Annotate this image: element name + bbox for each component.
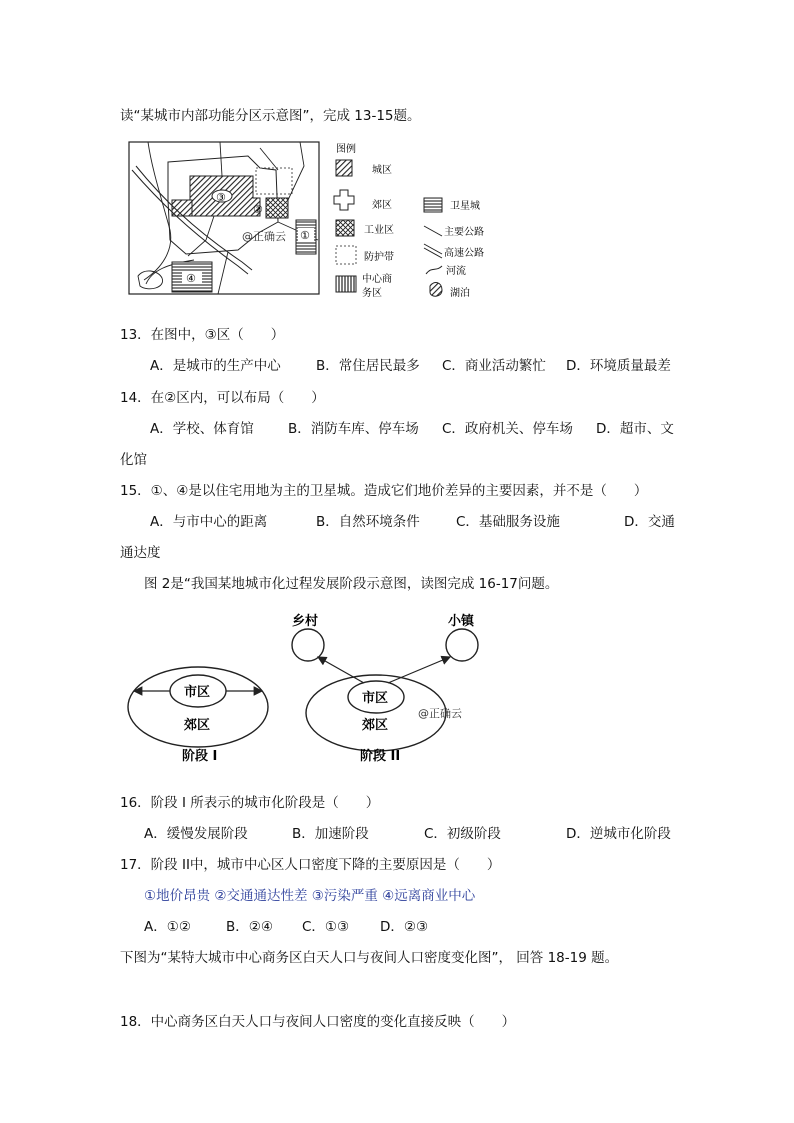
town-label: 小镇 xyxy=(448,614,475,629)
q15-option-c: C．基础服务设施 xyxy=(456,514,560,530)
q15-stem: 15．①、④是以住宅用地为主的卫星城。造成它们地价差异的主要因素，并不是（ ） xyxy=(120,483,648,499)
legend-highway: 高速公路 xyxy=(444,248,484,259)
q13-option-b: B．常住居民最多 xyxy=(316,358,420,374)
q15-option-a: A．与市中心的距离 xyxy=(150,514,268,530)
stage1-urban-label: 市区 xyxy=(184,685,211,700)
q13-stem: 13．在图中，③区（ ） xyxy=(120,327,285,343)
legend-satellite: 卫星城 xyxy=(450,201,480,212)
stage1-title: 阶段 I xyxy=(182,749,218,764)
legend-cbd-1: 中心商 xyxy=(362,274,392,285)
legend-industrial: 工业区 xyxy=(364,225,394,236)
q17-reasons: ①地价昂贵 ②交通通达性差 ③污染严重 ④远离商业中心 xyxy=(144,888,476,904)
q17-option-d: D．②③ xyxy=(380,919,429,935)
marker-3: ③ xyxy=(216,191,226,204)
stage2-title: 阶段 II xyxy=(360,749,401,764)
q17-option-c: C．①③ xyxy=(302,919,350,935)
marker-2: ② xyxy=(253,203,263,216)
q16-option-b: B．加速阶段 xyxy=(292,826,369,842)
q14-option-c: C．政府机关、停车场 xyxy=(442,421,573,437)
urbanization-stage-diagram xyxy=(120,605,490,770)
q14-stem: 14．在②区内，可以布局（ ） xyxy=(120,390,325,406)
intro-text-3: 下图为“某特大城市中心商务区白天人口与夜间人口密度变化图”， 回答 18-19 题。 xyxy=(120,950,619,966)
q17-stem: 17．阶段 II中，城市中心区人口密度下降的主要原因是（ ） xyxy=(120,857,501,873)
q15-option-b: B．自然环境条件 xyxy=(316,514,420,530)
legend-river: 河流 xyxy=(446,266,466,277)
q16-option-c: C．初级阶段 xyxy=(424,826,501,842)
village-label: 乡村 xyxy=(292,614,319,629)
map-watermark: @正确云 xyxy=(242,230,286,243)
legend-greenbelt: 防护带 xyxy=(364,252,394,263)
legend-lake: 湖泊 xyxy=(450,288,470,299)
legend-city: 城区 xyxy=(372,165,392,176)
q14-option-b: B．消防车库、停车场 xyxy=(288,421,419,437)
q17-option-a: A．①② xyxy=(144,919,191,935)
intro-text-1: 读“某城市内部功能分区示意图”，完成 13-15题。 xyxy=(120,108,421,124)
q14-option-d: D．超市、文 xyxy=(596,421,674,437)
stage2-urban-label: 市区 xyxy=(362,691,389,706)
stage2-suburb-label: 郊区 xyxy=(362,718,389,733)
legend-main-road: 主要公路 xyxy=(444,227,484,238)
legend-cbd-2: 务区 xyxy=(362,288,382,299)
marker-4: ④ xyxy=(186,272,196,285)
q16-stem: 16．阶段 I 所表示的城市化阶段是（ ） xyxy=(120,795,380,811)
q13-option-d: D．环境质量最差 xyxy=(566,358,671,374)
marker-1: ① xyxy=(300,229,310,242)
city-zoning-map xyxy=(128,140,508,306)
legend-suburb: 郊区 xyxy=(372,200,392,211)
q15-option-d: D．交通 xyxy=(624,514,675,530)
q14-option-d-continued: 化馆 xyxy=(120,452,147,468)
legend-title: 图例 xyxy=(336,144,356,155)
diagram-watermark: @正确云 xyxy=(418,707,462,720)
stage1-suburb-label: 郊区 xyxy=(184,718,211,733)
q16-option-d: D．逆城市化阶段 xyxy=(566,826,671,842)
q18-stem: 18．中心商务区白天人口与夜间人口密度的变化直接反映（ ） xyxy=(120,1014,516,1030)
q13-option-a: A．是城市的生产中心 xyxy=(150,358,281,374)
q15-option-d-continued: 通达度 xyxy=(120,545,161,561)
q14-option-a: A．学校、体育馆 xyxy=(150,421,254,437)
q16-option-a: A．缓慢发展阶段 xyxy=(144,826,248,842)
q13-option-c: C．商业活动繁忙 xyxy=(442,358,546,374)
intro-text-2: 图 2是“我国某地城市化过程发展阶段示意图，读图完成 16-17问题。 xyxy=(144,576,559,592)
q17-option-b: B．②④ xyxy=(226,919,273,935)
